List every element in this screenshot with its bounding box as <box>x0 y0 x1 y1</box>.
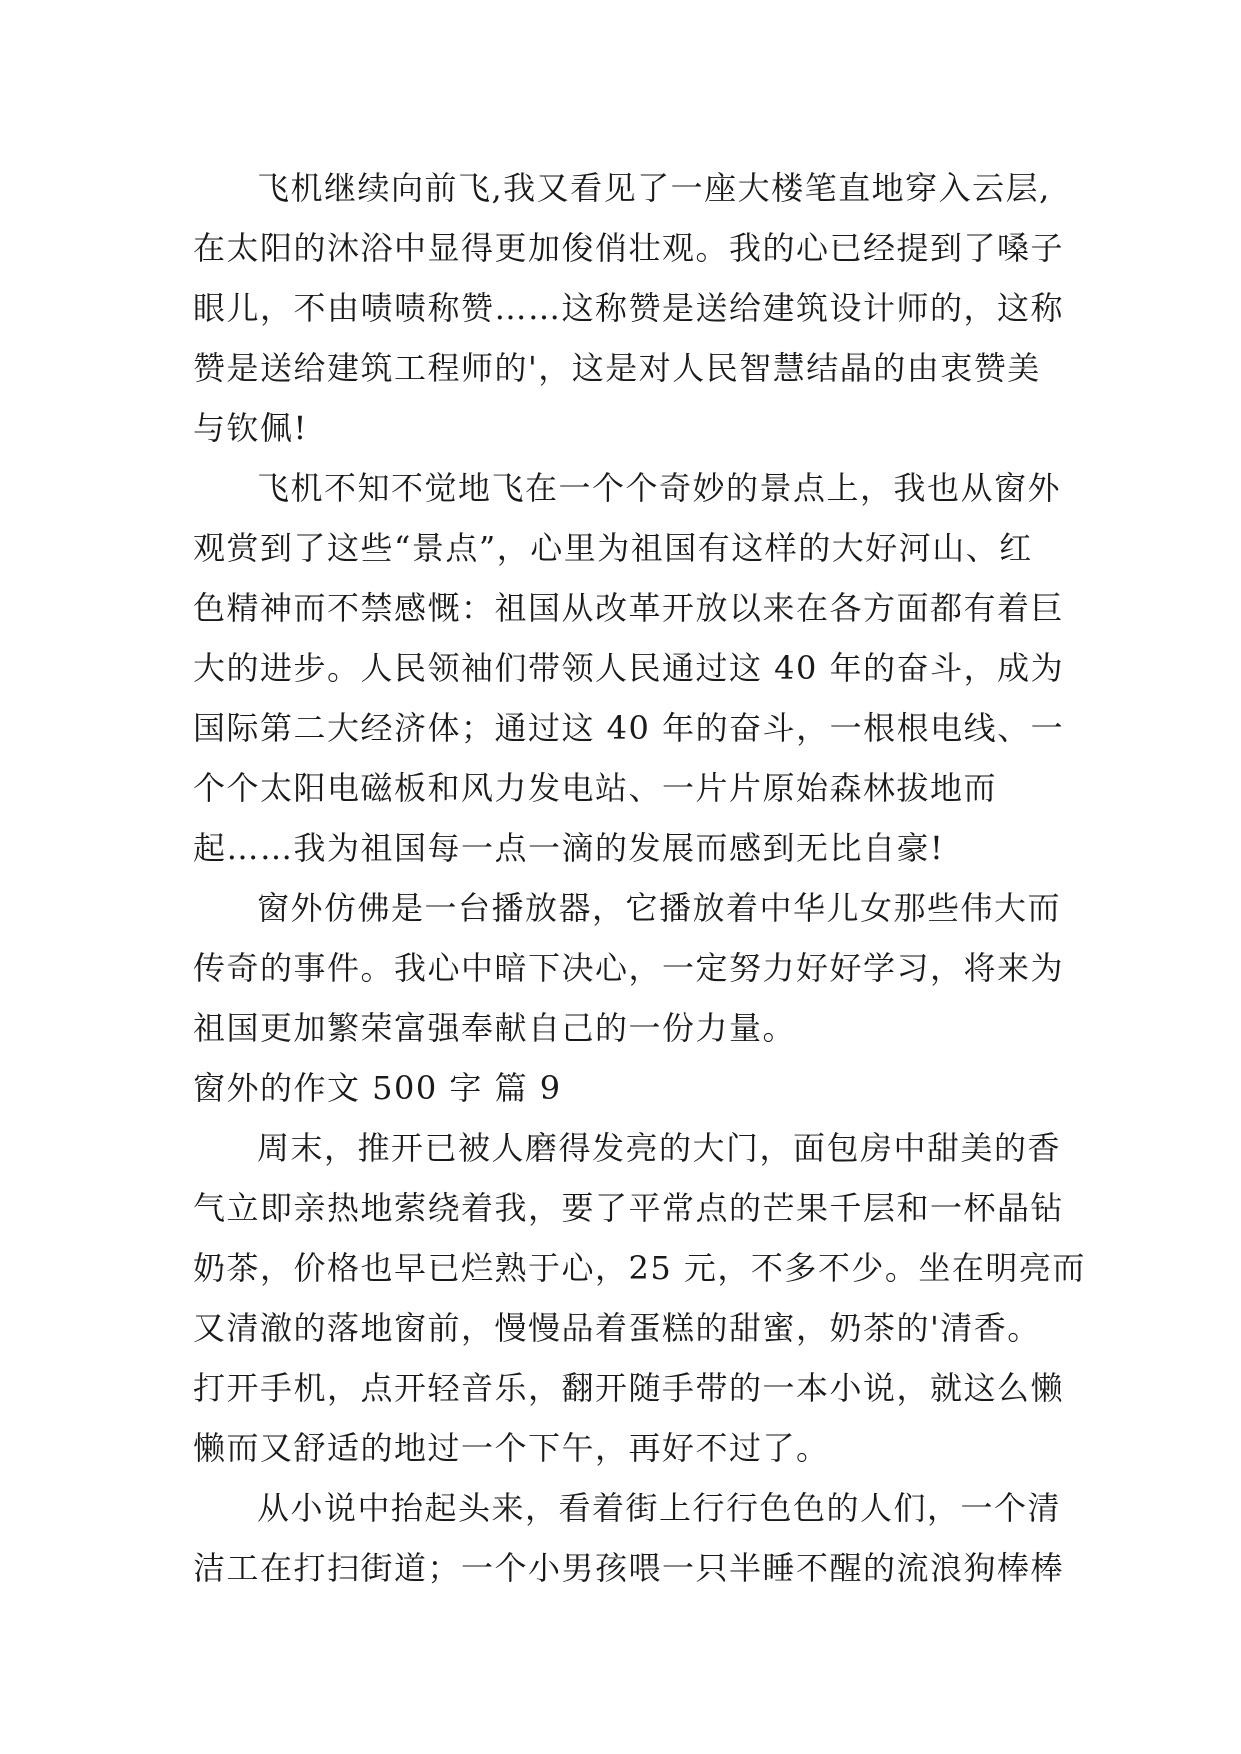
text-line: 又清澈的落地窗前，慢慢品着蛋糕的甜蜜，奶茶的'清香。 <box>193 1309 1041 1347</box>
text-line: 飞机继续向前飞,我又看见了一座大楼笔直地穿入云层, <box>257 169 1051 207</box>
text-line: 周末，推开已被人磨得发亮的大门，面包房中甜美的香 <box>257 1129 1062 1167</box>
text-line: 祖国更加繁荣富强奉献自己的一份力量。 <box>193 1009 797 1047</box>
text-line: 起……我为祖国每一点一滴的发展而感到无比自豪! <box>193 829 945 867</box>
text-line: 在太阳的沐浴中显得更加俊俏壮观。我的心已经提到了嗓子 <box>193 229 1065 267</box>
text-line: 传奇的事件。我心中暗下决心，一定努力好好学习，将来为 <box>193 949 1065 987</box>
text-line: 眼儿，不由啧啧称赞……这称赞是送给建筑设计师的，这称 <box>193 289 1065 327</box>
text-line: 与钦佩! <box>193 409 308 447</box>
essay-text <box>193 158 1086 1598</box>
text-line: 国际第二大经济体；通过这 40 年的奋斗，一根根电线、一 <box>193 709 1065 747</box>
text-line: 大的进步。人民领袖们带领人民通过这 40 年的奋斗，成为 <box>193 649 1065 687</box>
text-line: 懒而又舒适的地过一个下午，再好不过了。 <box>193 1429 830 1467</box>
text-line: 观赏到了这些“景点”，心里为祖国有这样的大好河山、红 <box>193 529 1033 567</box>
text-line: 洁工在打扫街道；一个小男孩喂一只半睡不醒的流浪狗棒棒 <box>193 1549 1065 1587</box>
text-line: 窗外仿佛是一台播放器，它播放着中华儿女那些伟大而 <box>257 889 1062 927</box>
text-line: 打开手机，点开轻音乐，翻开随手带的一本小说，就这么懒 <box>193 1369 1065 1407</box>
text-line: 色精神而不禁感慨：祖国从改革开放以来在各方面都有着巨 <box>193 589 1065 627</box>
text-line: 赞是送给建筑工程师的'，这是对人民智慧结晶的由衷赞美 <box>193 349 1041 387</box>
text-line: 飞机不知不觉地飞在一个个奇妙的景点上，我也从窗外 <box>257 469 1062 507</box>
text-line: 个个太阳电磁板和风力发电站、一片片原始森林拔地而 <box>193 769 998 807</box>
text-line: 气立即亲热地萦绕着我，要了平常点的芒果千层和一杯晶钻 <box>193 1189 1065 1227</box>
section-heading: 窗外的作文 500 字 篇 9 <box>193 1069 562 1107</box>
text-line: 从小说中抬起头来，看着街上行行色色的人们，一个清 <box>257 1489 1062 1527</box>
text-line: 奶茶，价格也早已烂熟于心，25 元，不多不少。坐在明亮而 <box>193 1249 1086 1287</box>
